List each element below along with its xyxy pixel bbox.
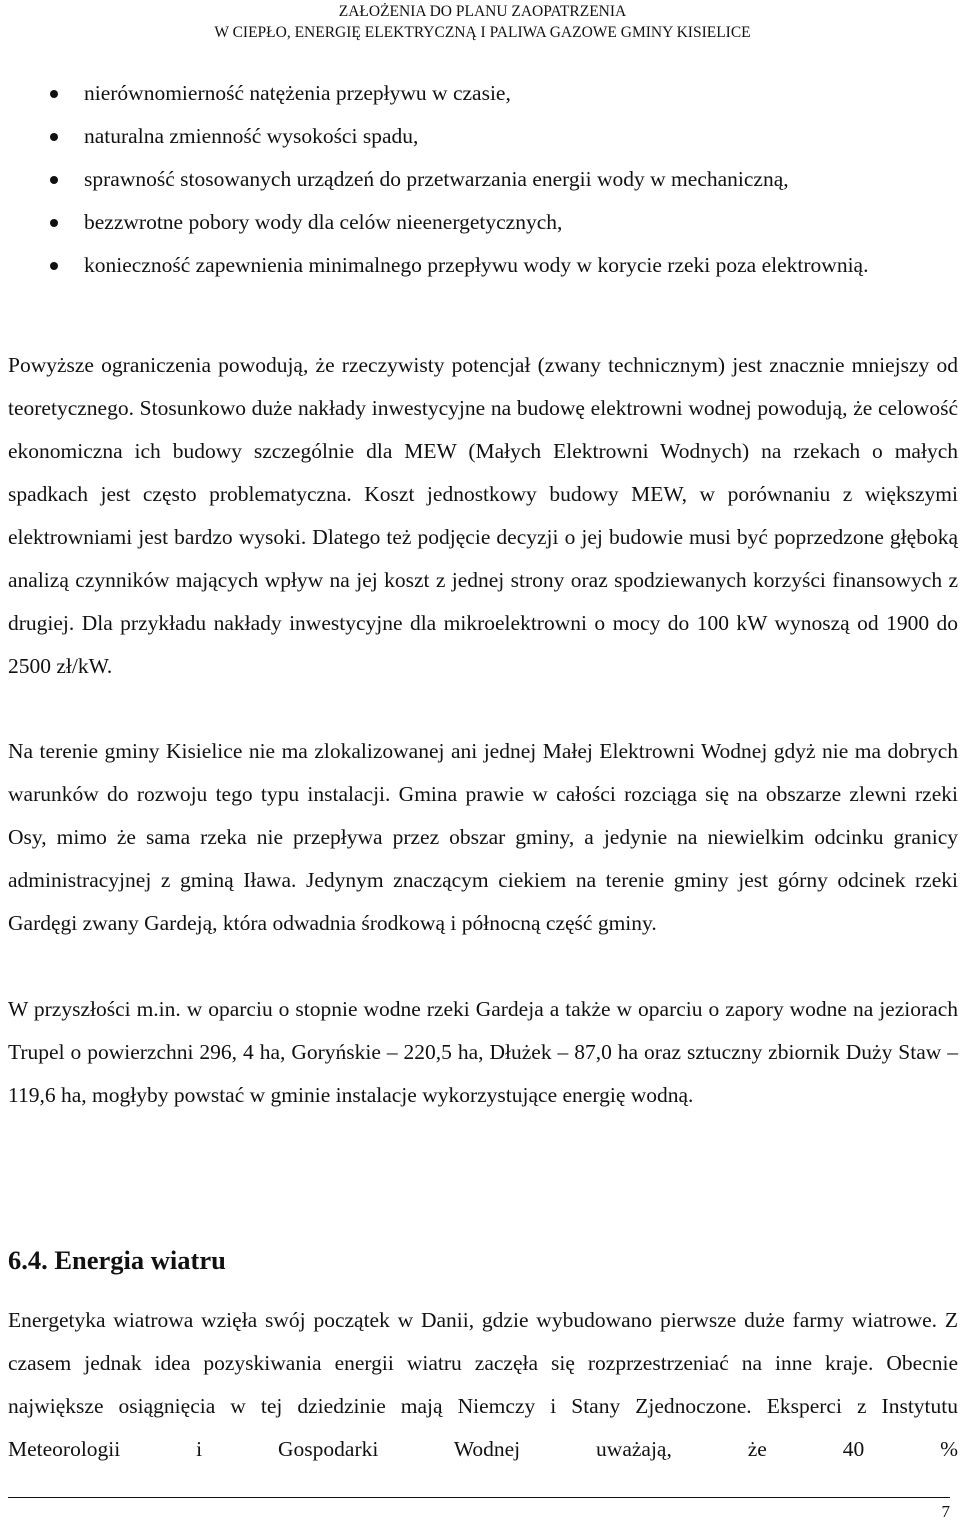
list-item-text: konieczność zapewnienia minimalnego przepływu wody w korycie rzeki poza elektrownią. — [84, 253, 869, 277]
list-item-text: bezzwrotne pobory wody dla celów nieenergetycznych, — [84, 210, 563, 234]
section-heading: 6.4. Energia wiatru — [8, 1245, 226, 1275]
limitations-list — [0, 72, 960, 287]
list-item — [0, 201, 960, 244]
list-item — [0, 244, 960, 287]
bullet-icon — [50, 262, 58, 270]
list-item-text: sprawność stosowanych urządzeń do przetwarzania energii wody w mechaniczną, — [84, 167, 789, 191]
bullet-icon — [50, 90, 58, 98]
paragraph-future: W przyszłości m.in. w oparciu o stopnie wodne rzeki Gardeja a także w oparciu o zapory wodne na jeziorach Trupel o powierzchni 296, 4 ha, Goryńskie – 220,5 ha, Dłużek – 87,0 ha oraz sztuczny zbiornik Duży Staw – 119,6 ha, mogłyby powstać w gminie instalacje wykorzystujące energię wodną. — [8, 997, 958, 1107]
list-item — [0, 72, 960, 115]
paragraph-potential: Powyższe ograniczenia powodują, że rzeczywisty potencjał (zwany technicznym) jest znacznie mniejszy od teoretycznego. Stosunkowo duże nakłady inwestycyjne na budowę elektrowni wodnej powodują, że celowość ekonomiczna ich budowy szczególnie dla MEW (Małych Elektrowni Wodnych) na rzekach o małych spadkach jest często problematyczna. Koszt jednostkowy budowy MEW, w porównaniu z większymi elektrowniami jest bardzo wysoki. Dlatego też podjęcie decyzji o jej budowie musi być poprzedzone głęboką analizą czynników mających wpływ na jej koszt z jednej strony oraz spodziewanych korzyści finansowych z drugiej. Dla przykładu nakłady inwestycyjne dla mikroelektrowni o mocy do 100 kW wynoszą od 1900 do 2500 zł/kW. — [8, 353, 958, 678]
list-item — [0, 115, 960, 158]
bullet-icon — [50, 219, 58, 227]
bullet-icon — [50, 133, 58, 141]
bullet-icon — [50, 176, 58, 184]
page-number: 7 — [941, 1502, 950, 1521]
header-title-line-1: ZAŁOŻENIA DO PLANU ZAOPATRZENIA — [338, 3, 627, 20]
footer-divider — [8, 1497, 950, 1498]
paragraph-wind: Energetyka wiatrowa wzięła swój początek w Danii, gdzie wybudowano pierwsze duże farmy wiatrowe. Z czasem jednak idea pozyskiwania energii wiatru zaczęła się rozprzestrzeniać na inne kraje. Obecnie największe osiągnięcia w tej dziedzinie mają Niemczy i Stany Zjednoczone. Eksperci z Instytutu Meteorologii i Gospodarki Wodnej uważają, że 40 % — [8, 1308, 958, 1461]
paragraph-kisielice: Na terenie gminy Kisielice nie ma zlokalizowanej ani jednej Małej Elektrowni Wodnej gdyż nie ma dobrych warunków do rozwoju tego typu instalacji. Gmina prawie w całości rozciąga się na obszarze zlewni rzeki Osy, mimo że sama rzeka nie przepływa przez obszar gminy, a jedynie na niewielkim odcinku granicy administracyjnej z gminą Iława. Jedynym znaczącym ciekiem na terenie gminy jest górny odcinek rzeki Gardęgi zwany Gardeją, która odwadnia środkową i północną część gminy. — [8, 739, 958, 935]
list-item — [0, 158, 960, 201]
list-item-text: nierównomierność natężenia przepływu w czasie, — [84, 81, 511, 105]
list-item-text: naturalna zmienność wysokości spadu, — [84, 124, 419, 148]
header-title-line-2: W CIEPŁO, ENERGIĘ ELEKTRYCZNĄ I PALIWA GAZOWE GMINY KISIELICE — [214, 24, 751, 41]
